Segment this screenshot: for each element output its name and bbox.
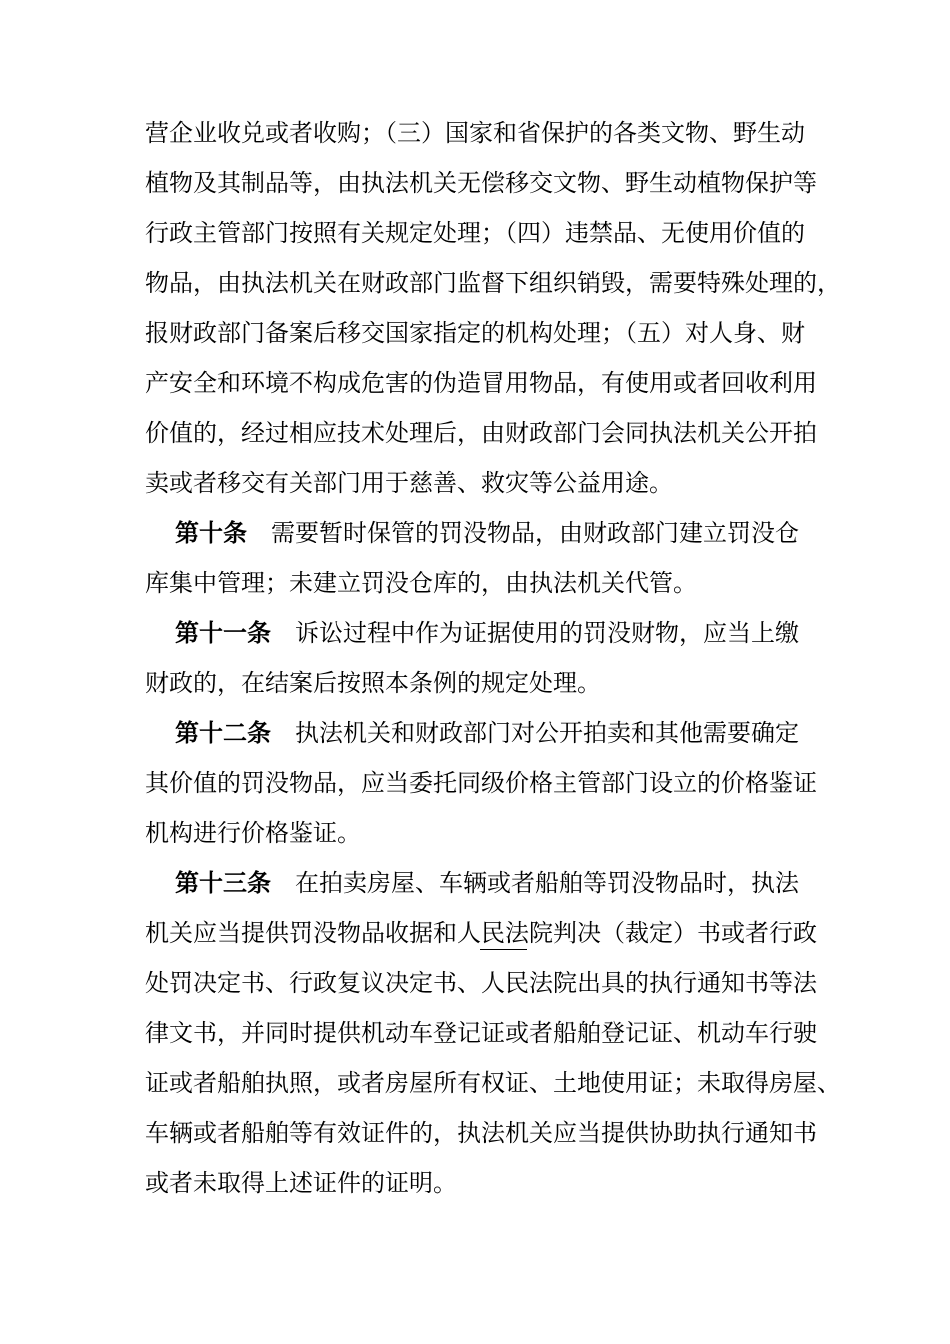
- article-text: 执法机关和财政部门对公开拍卖和其他需要确定: [295, 719, 799, 747]
- text-line: 其价值的罚没物品，应当委托同级价格主管部门设立的价格鉴证: [145, 769, 817, 797]
- text-line: 植物及其制品等，由执法机关无偿移交文物、野生动植物保护等: [145, 169, 817, 197]
- article-title: 第十条: [175, 519, 247, 547]
- article-first-line: [145, 608, 815, 658]
- article-text: 在拍卖房屋、车辆或者船舶等罚没物品时，执法: [295, 869, 799, 897]
- text-line: 机关应当提供罚没物品收据和人民法院判决（裁定）书或者行政: [145, 919, 817, 947]
- text-line: 机构进行价格鉴证。: [145, 819, 361, 847]
- text-line: 报财政部门备案后移交国家指定的机构处理；（五）对人身、财: [145, 319, 805, 347]
- text-line: 价值的，经过相应技术处理后，由财政部门会同执法机关公开拍: [145, 419, 817, 447]
- text-line: 律文书，并同时提供机动车登记证或者船舶登记证、机动车行驶: [145, 1019, 817, 1047]
- underline-mark: [480, 949, 527, 950]
- article-title: 第十二条: [175, 719, 271, 747]
- text-line: 车辆或者船舶等有效证件的，执法机关应当提供协助执行通知书: [145, 1119, 817, 1147]
- text-line: 证或者船舶执照，或者房屋所有权证、土地使用证；未取得房屋、: [145, 1069, 841, 1097]
- article-first-line: [145, 708, 815, 758]
- text-line: 财政的，在结案后按照本条例的规定处理。: [145, 669, 601, 697]
- article-11: [145, 608, 815, 708]
- text-line: 物品，由执法机关在财政部门监督下组织销毁，需要特殊处理的，: [145, 269, 841, 297]
- article-text: 需要暂时保管的罚没物品，由财政部门建立罚没仓: [271, 519, 799, 547]
- text-line: 处罚决定书、行政复议决定书、人民法院出具的执行通知书等法: [145, 969, 817, 997]
- document-page: [145, 108, 841, 1208]
- article-text: 诉讼过程中作为证据使用的罚没财物，应当上缴: [295, 619, 799, 647]
- article-first-line: [145, 508, 815, 558]
- article-title: 第十三条: [175, 869, 271, 897]
- article-10: [145, 508, 815, 608]
- article-12: [145, 708, 815, 858]
- paragraph-continued: [145, 108, 841, 508]
- text-line: 行政主管部门按照有关规定处理；（四）违禁品、无使用价值的: [145, 219, 805, 247]
- text-line: 库集中管理；未建立罚没仓库的，由执法机关代管。: [145, 569, 697, 597]
- text-line: 卖或者移交有关部门用于慈善、救灾等公益用途。: [145, 469, 673, 497]
- text-line: 营企业收兑或者收购；（三）国家和省保护的各类文物、野生动: [145, 119, 805, 147]
- text-line: 或者未取得上述证件的证明。: [145, 1169, 457, 1197]
- article-13: [145, 858, 841, 1208]
- article-title: 第十一条: [175, 619, 271, 647]
- text-line: 产安全和环境不构成危害的伪造冒用物品，有使用或者回收利用: [145, 369, 817, 397]
- article-first-line: [145, 858, 815, 908]
